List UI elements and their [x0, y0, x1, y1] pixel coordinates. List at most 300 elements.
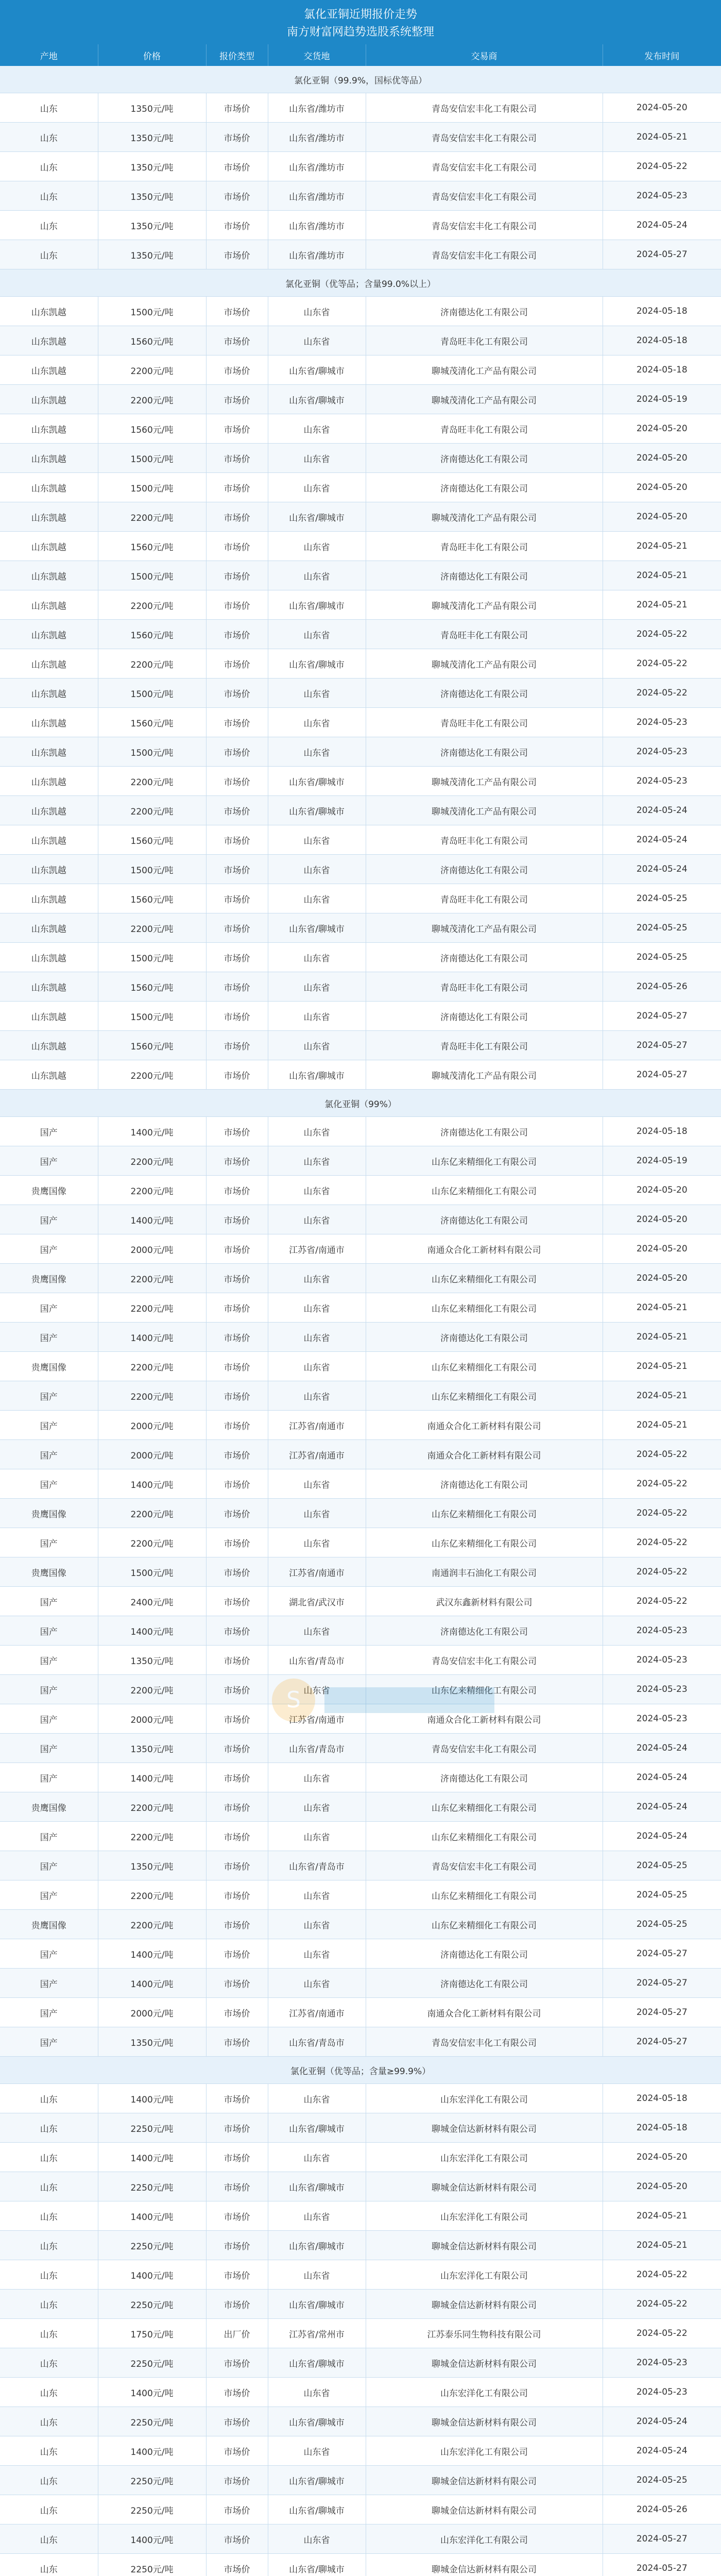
cell-origin: 山东凯越 — [0, 620, 98, 649]
cell-price: 2200元/吨 — [98, 590, 206, 620]
cell-delivery: 山东省/潍坊市 — [268, 152, 366, 181]
cell-origin: 山东凯越 — [0, 444, 98, 473]
cell-quote-type: 市场价 — [206, 2348, 268, 2378]
cell-trader: 山东宏洋化工有限公司 — [366, 2378, 603, 2407]
cell-origin: 国产 — [0, 1763, 98, 1792]
cell-price: 2250元/吨 — [98, 2290, 206, 2319]
table-header-row — [0, 44, 721, 66]
cell-delivery: 山东省 — [268, 1792, 366, 1822]
table-row — [0, 93, 721, 123]
cell-delivery: 山东省/青岛市 — [268, 1646, 366, 1675]
cell-price: 1500元/吨 — [98, 444, 206, 473]
table-row — [0, 1734, 721, 1763]
cell-trader: 山东亿来精细化工有限公司 — [366, 1822, 603, 1851]
cell-delivery: 江苏省/南通市 — [268, 1234, 366, 1264]
cell-date: 2024-05-23 — [603, 1704, 721, 1734]
section-header-row — [0, 2057, 721, 2084]
table-row — [0, 2201, 721, 2231]
cell-quote-type: 市场价 — [206, 1293, 268, 1323]
table-row — [0, 620, 721, 649]
cell-quote-type: 市场价 — [206, 2466, 268, 2495]
cell-origin: 山东凯越 — [0, 326, 98, 355]
cell-price: 1350元/吨 — [98, 240, 206, 269]
cell-date: 2024-05-20 — [603, 1234, 721, 1264]
cell-trader: 山东亿来精细化工有限公司 — [366, 1293, 603, 1323]
cell-price: 1560元/吨 — [98, 414, 206, 444]
cell-price: 2250元/吨 — [98, 2466, 206, 2495]
cell-delivery: 山东省 — [268, 1880, 366, 1910]
cell-trader: 青岛安信宏丰化工有限公司 — [366, 1851, 603, 1880]
table-row — [0, 1880, 721, 1910]
cell-quote-type: 市场价 — [206, 2554, 268, 2576]
cell-trader: 山东亿来精细化工有限公司 — [366, 1675, 603, 1704]
cell-origin: 山东凯越 — [0, 737, 98, 767]
cell-price: 2200元/吨 — [98, 649, 206, 679]
cell-quote-type: 市场价 — [206, 211, 268, 240]
cell-price: 1560元/吨 — [98, 972, 206, 1002]
cell-price: 2250元/吨 — [98, 2113, 206, 2143]
cell-delivery: 山东省 — [268, 737, 366, 767]
cell-delivery: 江苏省/南通市 — [268, 1998, 366, 2027]
cell-origin: 山东 — [0, 181, 98, 211]
cell-quote-type: 市场价 — [206, 590, 268, 620]
cell-quote-type: 市场价 — [206, 884, 268, 913]
cell-quote-type: 市场价 — [206, 1910, 268, 1939]
table-row — [0, 2407, 721, 2436]
table-body — [0, 66, 721, 2576]
cell-origin: 山东 — [0, 2407, 98, 2436]
cell-delivery: 山东省 — [268, 2084, 366, 2113]
cell-quote-type: 市场价 — [206, 1822, 268, 1851]
cell-delivery: 山东省 — [268, 884, 366, 913]
cell-origin: 山东凯越 — [0, 708, 98, 737]
cell-date: 2024-05-25 — [603, 943, 721, 972]
cell-price: 2200元/吨 — [98, 1293, 206, 1323]
table-row — [0, 1352, 721, 1381]
table-row — [0, 2290, 721, 2319]
cell-quote-type: 市场价 — [206, 1528, 268, 1557]
cell-trader: 青岛安信宏丰化工有限公司 — [366, 240, 603, 269]
cell-quote-type: 市场价 — [206, 297, 268, 326]
cell-date: 2024-05-22 — [603, 620, 721, 649]
cell-trader: 济南德达化工有限公司 — [366, 737, 603, 767]
cell-quote-type: 市场价 — [206, 2378, 268, 2407]
cell-date: 2024-05-27 — [603, 1002, 721, 1031]
cell-origin: 国产 — [0, 1646, 98, 1675]
cell-quote-type: 市场价 — [206, 708, 268, 737]
cell-price: 2250元/吨 — [98, 2348, 206, 2378]
cell-origin: 山东 — [0, 2466, 98, 2495]
cell-quote-type: 市场价 — [206, 502, 268, 532]
cell-origin: 山东 — [0, 240, 98, 269]
cell-delivery: 山东省/聊城市 — [268, 2466, 366, 2495]
column-header-date: 发布时间 — [603, 44, 721, 66]
table-row — [0, 1469, 721, 1499]
cell-trader: 聊城茂清化工产品有限公司 — [366, 649, 603, 679]
cell-trader: 山东宏洋化工有限公司 — [366, 2143, 603, 2172]
table-row — [0, 1323, 721, 1352]
cell-quote-type: 市场价 — [206, 2290, 268, 2319]
cell-price: 1560元/吨 — [98, 825, 206, 855]
cell-origin: 贵鹰国像 — [0, 1792, 98, 1822]
cell-delivery: 山东省 — [268, 1616, 366, 1646]
cell-quote-type: 市场价 — [206, 1763, 268, 1792]
cell-quote-type: 市场价 — [206, 385, 268, 414]
cell-trader: 山东宏洋化工有限公司 — [366, 2260, 603, 2290]
cell-date: 2024-05-24 — [603, 1734, 721, 1763]
cell-date: 2024-05-22 — [603, 152, 721, 181]
cell-quote-type: 市场价 — [206, 2260, 268, 2290]
cell-origin: 贵鹰国像 — [0, 1176, 98, 1205]
cell-quote-type: 市场价 — [206, 1440, 268, 1469]
cell-date: 2024-05-21 — [603, 2231, 721, 2260]
cell-quote-type: 市场价 — [206, 825, 268, 855]
cell-delivery: 山东省 — [268, 1323, 366, 1352]
table-row — [0, 2084, 721, 2113]
cell-quote-type: 市场价 — [206, 649, 268, 679]
cell-date: 2024-05-27 — [603, 2027, 721, 2057]
cell-date: 2024-05-18 — [603, 355, 721, 385]
cell-trader: 江苏泰乐同生物科技有限公司 — [366, 2319, 603, 2348]
cell-quote-type: 市场价 — [206, 152, 268, 181]
table-row — [0, 385, 721, 414]
cell-date: 2024-05-22 — [603, 1440, 721, 1469]
cell-delivery: 山东省 — [268, 473, 366, 502]
cell-price: 2000元/吨 — [98, 1411, 206, 1440]
table-row — [0, 1646, 721, 1675]
cell-origin: 山东 — [0, 2348, 98, 2378]
cell-origin: 山东 — [0, 2290, 98, 2319]
cell-delivery: 山东省 — [268, 1002, 366, 1031]
table-row — [0, 1411, 721, 1440]
cell-delivery: 山东省 — [268, 1675, 366, 1704]
cell-delivery: 山东省/青岛市 — [268, 1851, 366, 1880]
cell-origin: 国产 — [0, 1117, 98, 1146]
cell-date: 2024-05-20 — [603, 2143, 721, 2172]
cell-trader: 济南德达化工有限公司 — [366, 444, 603, 473]
cell-delivery: 江苏省/常州市 — [268, 2319, 366, 2348]
cell-delivery: 山东省 — [268, 2524, 366, 2554]
table-row — [0, 1851, 721, 1880]
cell-price: 1400元/吨 — [98, 1117, 206, 1146]
cell-quote-type: 市场价 — [206, 240, 268, 269]
table-row — [0, 473, 721, 502]
cell-trader: 青岛旺丰化工有限公司 — [366, 1031, 603, 1060]
cell-quote-type: 市场价 — [206, 1381, 268, 1411]
cell-quote-type: 市场价 — [206, 1998, 268, 2027]
cell-origin: 山东凯越 — [0, 679, 98, 708]
cell-delivery: 山东省/聊城市 — [268, 649, 366, 679]
table-row — [0, 796, 721, 825]
cell-origin: 贵鹰国像 — [0, 1264, 98, 1293]
cell-trader: 山东亿来精细化工有限公司 — [366, 1910, 603, 1939]
cell-delivery: 山东省/聊城市 — [268, 2554, 366, 2576]
cell-date: 2024-05-25 — [603, 1910, 721, 1939]
cell-trader: 山东亿来精细化工有限公司 — [366, 1381, 603, 1411]
cell-origin: 山东 — [0, 2554, 98, 2576]
table-row — [0, 152, 721, 181]
table-row — [0, 181, 721, 211]
cell-quote-type: 市场价 — [206, 2407, 268, 2436]
cell-trader: 青岛旺丰化工有限公司 — [366, 884, 603, 913]
cell-origin: 山东凯越 — [0, 561, 98, 590]
cell-origin: 山东 — [0, 152, 98, 181]
cell-price: 1560元/吨 — [98, 884, 206, 913]
cell-quote-type: 市场价 — [206, 796, 268, 825]
cell-delivery: 山东省/聊城市 — [268, 2231, 366, 2260]
cell-quote-type: 市场价 — [206, 2231, 268, 2260]
cell-date: 2024-05-20 — [603, 502, 721, 532]
cell-date: 2024-05-23 — [603, 2378, 721, 2407]
cell-origin: 山东 — [0, 2495, 98, 2524]
cell-delivery: 山东省 — [268, 414, 366, 444]
cell-quote-type: 市场价 — [206, 2027, 268, 2057]
cell-delivery: 山东省/潍坊市 — [268, 211, 366, 240]
cell-quote-type: 市场价 — [206, 1002, 268, 1031]
table-row — [0, 1205, 721, 1234]
cell-trader: 济南德达化工有限公司 — [366, 1616, 603, 1646]
cell-quote-type: 市场价 — [206, 1675, 268, 1704]
cell-trader: 济南德达化工有限公司 — [366, 1939, 603, 1969]
cell-origin: 山东 — [0, 211, 98, 240]
cell-origin: 山东凯越 — [0, 473, 98, 502]
cell-delivery: 山东省 — [268, 2201, 366, 2231]
cell-date: 2024-05-20 — [603, 1264, 721, 1293]
cell-origin: 国产 — [0, 1822, 98, 1851]
cell-price: 2200元/吨 — [98, 355, 206, 385]
section-header-row — [0, 66, 721, 93]
cell-price: 2200元/吨 — [98, 1060, 206, 1090]
cell-delivery: 山东省 — [268, 1264, 366, 1293]
table-row — [0, 1616, 721, 1646]
cell-delivery: 山东省 — [268, 855, 366, 884]
table-row — [0, 1675, 721, 1704]
cell-delivery: 山东省 — [268, 1176, 366, 1205]
cell-delivery: 湖北省/武汉市 — [268, 1587, 366, 1616]
cell-date: 2024-05-23 — [603, 708, 721, 737]
cell-price: 1350元/吨 — [98, 1851, 206, 1880]
table-row — [0, 414, 721, 444]
cell-date: 2024-05-18 — [603, 2084, 721, 2113]
cell-quote-type: 市场价 — [206, 1117, 268, 1146]
cell-delivery: 山东省/青岛市 — [268, 1734, 366, 1763]
cell-price: 2400元/吨 — [98, 1587, 206, 1616]
cell-date: 2024-05-25 — [603, 2466, 721, 2495]
cell-quote-type: 出厂价 — [206, 2319, 268, 2348]
cell-trader: 青岛旺丰化工有限公司 — [366, 326, 603, 355]
cell-date: 2024-05-23 — [603, 181, 721, 211]
cell-quote-type: 市场价 — [206, 1146, 268, 1176]
cell-quote-type: 市场价 — [206, 767, 268, 796]
cell-delivery: 山东省 — [268, 2143, 366, 2172]
cell-quote-type: 市场价 — [206, 679, 268, 708]
cell-origin: 国产 — [0, 1998, 98, 2027]
cell-price: 2250元/吨 — [98, 2495, 206, 2524]
cell-origin: 山东 — [0, 2113, 98, 2143]
cell-date: 2024-05-24 — [603, 855, 721, 884]
cell-date: 2024-05-23 — [603, 2348, 721, 2378]
cell-delivery: 山东省/聊城市 — [268, 2290, 366, 2319]
cell-quote-type: 市场价 — [206, 1704, 268, 1734]
cell-price: 1350元/吨 — [98, 93, 206, 123]
cell-origin: 国产 — [0, 1411, 98, 1440]
table-row — [0, 2495, 721, 2524]
cell-price: 2250元/吨 — [98, 2231, 206, 2260]
cell-date: 2024-05-26 — [603, 2495, 721, 2524]
cell-origin: 国产 — [0, 1234, 98, 1264]
cell-date: 2024-05-24 — [603, 825, 721, 855]
cell-price: 1400元/吨 — [98, 2260, 206, 2290]
cell-date: 2024-05-27 — [603, 2524, 721, 2554]
cell-price: 1500元/吨 — [98, 679, 206, 708]
cell-quote-type: 市场价 — [206, 93, 268, 123]
cell-trader: 山东亿来精细化工有限公司 — [366, 1499, 603, 1528]
table-row — [0, 2524, 721, 2554]
cell-origin: 国产 — [0, 1851, 98, 1880]
cell-price: 2200元/吨 — [98, 913, 206, 943]
cell-price: 2200元/吨 — [98, 1146, 206, 1176]
cell-delivery: 山东省 — [268, 1469, 366, 1499]
table-row — [0, 2027, 721, 2057]
cell-origin: 山东凯越 — [0, 297, 98, 326]
cell-price: 2200元/吨 — [98, 796, 206, 825]
table-row — [0, 1146, 721, 1176]
cell-price: 2250元/吨 — [98, 2554, 206, 2576]
cell-delivery: 山东省/聊城市 — [268, 590, 366, 620]
cell-date: 2024-05-21 — [603, 1293, 721, 1323]
cell-origin: 山东 — [0, 2172, 98, 2201]
cell-price: 2200元/吨 — [98, 767, 206, 796]
cell-price: 1350元/吨 — [98, 181, 206, 211]
column-header-delivery: 交货地 — [268, 44, 366, 66]
table-row — [0, 211, 721, 240]
cell-delivery: 山东省/潍坊市 — [268, 93, 366, 123]
cell-date: 2024-05-21 — [603, 532, 721, 561]
cell-trader: 青岛安信宏丰化工有限公司 — [366, 1734, 603, 1763]
table-row — [0, 2143, 721, 2172]
table-row — [0, 2319, 721, 2348]
cell-price: 1750元/吨 — [98, 2319, 206, 2348]
cell-price: 1500元/吨 — [98, 855, 206, 884]
cell-quote-type: 市场价 — [206, 1176, 268, 1205]
cell-origin: 贵鹰国像 — [0, 1910, 98, 1939]
cell-trader: 济南德达化工有限公司 — [366, 297, 603, 326]
cell-trader: 山东亿来精细化工有限公司 — [366, 1792, 603, 1822]
cell-trader: 济南德达化工有限公司 — [366, 855, 603, 884]
cell-quote-type: 市场价 — [206, 1734, 268, 1763]
table-row — [0, 649, 721, 679]
table-row — [0, 884, 721, 913]
cell-trader: 济南德达化工有限公司 — [366, 1117, 603, 1146]
cell-price: 2000元/吨 — [98, 1998, 206, 2027]
cell-origin: 山东 — [0, 2378, 98, 2407]
cell-delivery: 山东省 — [268, 1528, 366, 1557]
cell-price: 1400元/吨 — [98, 2201, 206, 2231]
cell-quote-type: 市场价 — [206, 1060, 268, 1090]
table-row — [0, 502, 721, 532]
cell-trader: 聊城茂清化工产品有限公司 — [366, 355, 603, 385]
table-row — [0, 1969, 721, 1998]
cell-origin: 国产 — [0, 2027, 98, 2057]
cell-trader: 青岛安信宏丰化工有限公司 — [366, 1646, 603, 1675]
cell-delivery: 山东省/聊城市 — [268, 913, 366, 943]
cell-delivery: 山东省/聊城市 — [268, 502, 366, 532]
cell-date: 2024-05-27 — [603, 1998, 721, 2027]
cell-date: 2024-05-20 — [603, 2172, 721, 2201]
cell-trader: 山东亿来精细化工有限公司 — [366, 1528, 603, 1557]
cell-trader: 青岛旺丰化工有限公司 — [366, 708, 603, 737]
cell-price: 1500元/吨 — [98, 1557, 206, 1587]
cell-delivery: 山东省 — [268, 708, 366, 737]
cell-trader: 聊城金信达新材料有限公司 — [366, 2172, 603, 2201]
cell-origin: 山东 — [0, 2201, 98, 2231]
cell-price: 1500元/吨 — [98, 1002, 206, 1031]
cell-price: 2200元/吨 — [98, 1528, 206, 1557]
cell-date: 2024-05-18 — [603, 326, 721, 355]
page-header — [0, 0, 721, 44]
table-row — [0, 355, 721, 385]
cell-origin: 国产 — [0, 1146, 98, 1176]
table-row — [0, 2113, 721, 2143]
cell-date: 2024-05-19 — [603, 1146, 721, 1176]
cell-date: 2024-05-23 — [603, 1675, 721, 1704]
table-row — [0, 1002, 721, 1031]
cell-date: 2024-05-27 — [603, 2554, 721, 2576]
cell-price: 1400元/吨 — [98, 2436, 206, 2466]
cell-price: 1400元/吨 — [98, 1323, 206, 1352]
cell-price: 1400元/吨 — [98, 2524, 206, 2554]
cell-origin: 山东 — [0, 2231, 98, 2260]
table-row — [0, 1763, 721, 1792]
cell-date: 2024-05-24 — [603, 1763, 721, 1792]
table-row — [0, 2260, 721, 2290]
table-row — [0, 1499, 721, 1528]
cell-date: 2024-05-25 — [603, 1880, 721, 1910]
cell-quote-type: 市场价 — [206, 737, 268, 767]
cell-origin: 国产 — [0, 1528, 98, 1557]
cell-date: 2024-05-24 — [603, 2407, 721, 2436]
cell-quote-type: 市场价 — [206, 2201, 268, 2231]
cell-price: 2200元/吨 — [98, 1381, 206, 1411]
cell-delivery: 山东省 — [268, 326, 366, 355]
cell-trader: 聊城金信达新材料有限公司 — [366, 2348, 603, 2378]
table-row — [0, 444, 721, 473]
cell-date: 2024-05-24 — [603, 1792, 721, 1822]
table-row — [0, 326, 721, 355]
cell-date: 2024-05-22 — [603, 649, 721, 679]
cell-delivery: 山东省 — [268, 943, 366, 972]
cell-origin: 山东 — [0, 93, 98, 123]
cell-date: 2024-05-20 — [603, 444, 721, 473]
cell-price: 1350元/吨 — [98, 211, 206, 240]
cell-price: 1400元/吨 — [98, 1205, 206, 1234]
cell-delivery: 山东省/聊城市 — [268, 1060, 366, 1090]
cell-delivery: 山东省/聊城市 — [268, 2172, 366, 2201]
cell-origin: 国产 — [0, 1969, 98, 1998]
cell-price: 1400元/吨 — [98, 2143, 206, 2172]
cell-quote-type: 市场价 — [206, 1792, 268, 1822]
cell-date: 2024-05-24 — [603, 796, 721, 825]
table-row — [0, 1704, 721, 1734]
cell-delivery: 山东省 — [268, 1205, 366, 1234]
cell-price: 2200元/吨 — [98, 1176, 206, 1205]
cell-origin: 山东凯越 — [0, 1060, 98, 1090]
cell-trader: 济南德达化工有限公司 — [366, 1323, 603, 1352]
page-title: 氯化亚铜近期报价走势 — [303, 8, 417, 21]
cell-quote-type: 市场价 — [206, 2172, 268, 2201]
table-row — [0, 2348, 721, 2378]
cell-origin: 山东 — [0, 2436, 98, 2466]
